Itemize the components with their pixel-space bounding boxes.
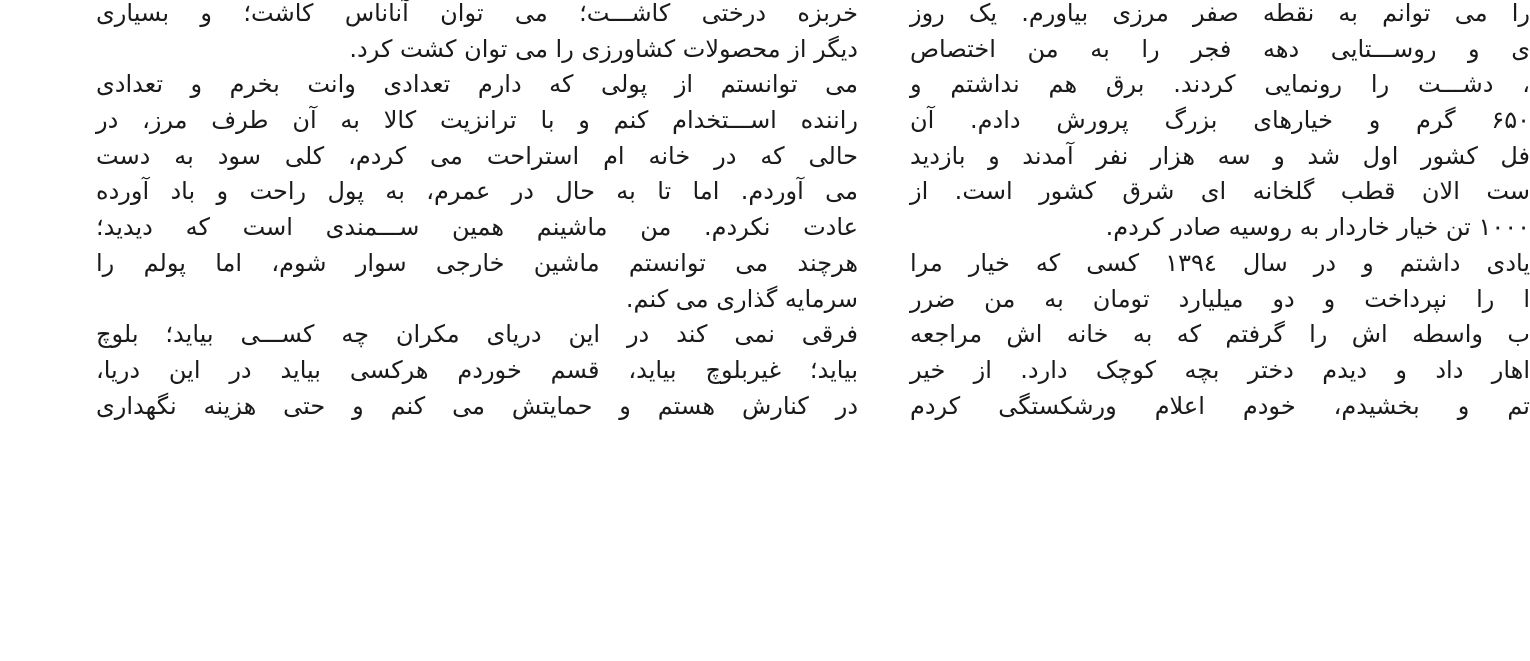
text-line: فل کشور اول شد و سه هزار نفر آمدند و بازدید [910,141,1530,170]
text-line: تم و بخشیدم، خودم اعلام ورشکستگی کردم [910,391,1530,420]
text-line: دیگر از محصولات کشاورزی را می توان کشت کرد. [349,34,858,63]
text-line: ۶۵۰ گرم و خیارهای بزرگ پرورش دادم. آن [910,106,1530,135]
text-line: راننده اســـتخدام کنم و با ترانزیت کالا به آن طرف مرز، در [96,106,858,135]
text-line: بیاید؛ غیربلوچ بیاید، قسم خوردم هرکسی بیاید در این دریا، [96,355,858,384]
text-line: هرچند می توانستم ماشین خارجی سوار شوم، اما پولم را [96,248,858,277]
text-line: فرقی نمی کند در این دریای مکران چه کســـی بیاید؛ بلوچ [96,320,858,349]
text-line: می توانستم از پولی که دارم تعدادی وانت بخرم و تعدادی [96,70,858,99]
text-line: می آوردم. اما تا به حال در عمرم، به پول راحت و باد آورده [96,177,858,206]
text-line: ، دشـــت را رونمایی کردند. برق هم نداشتم و [910,70,1530,99]
text-line: ۱۰۰۰ تن خیار خاردار به روسیه صادر کردم. [1105,213,1530,242]
text-line: سرمایه گذاری می کنم. [625,284,858,313]
text-line: در کنارش هستم و حمایتش می کنم و حتی هزینه نگهداری [96,391,858,420]
text-line: یادی داشتم و در سال ۱۳۹٤ کسی که خیار مرا [910,248,1530,277]
text-line: را می توانم به نقطه صفر مرزی بیاورم. یک روز [910,0,1530,27]
text-line: ست الان قطب گلخانه ای شرق کشور است. از [910,177,1530,206]
left-text-column [96,0,858,661]
text-line: ب واسطه اش را گرفتم که به خانه اش مراجعه [910,320,1530,349]
text-line: حالی که در خانه ام استراحت می کردم، کلی سود به دست [96,141,858,170]
text-line: ی و روســـتایی دهه فجر را به من اختصاص [910,34,1530,63]
text-line: عادت نکردم. من ماشینم همین ســـمندی است که دیدید؛ [96,213,858,242]
text-line: ا را نپرداخت و دو میلیارد تومان به من ضرر [910,284,1530,313]
text-line: خربزه درختی کاشـــت؛ می توان آناناس کاشت؛ و بسیاری [96,0,858,27]
right-text-column [910,0,1530,661]
text-line: اهار داد و دیدم دختر بچه کوچک دارد. از خیر [910,355,1530,384]
